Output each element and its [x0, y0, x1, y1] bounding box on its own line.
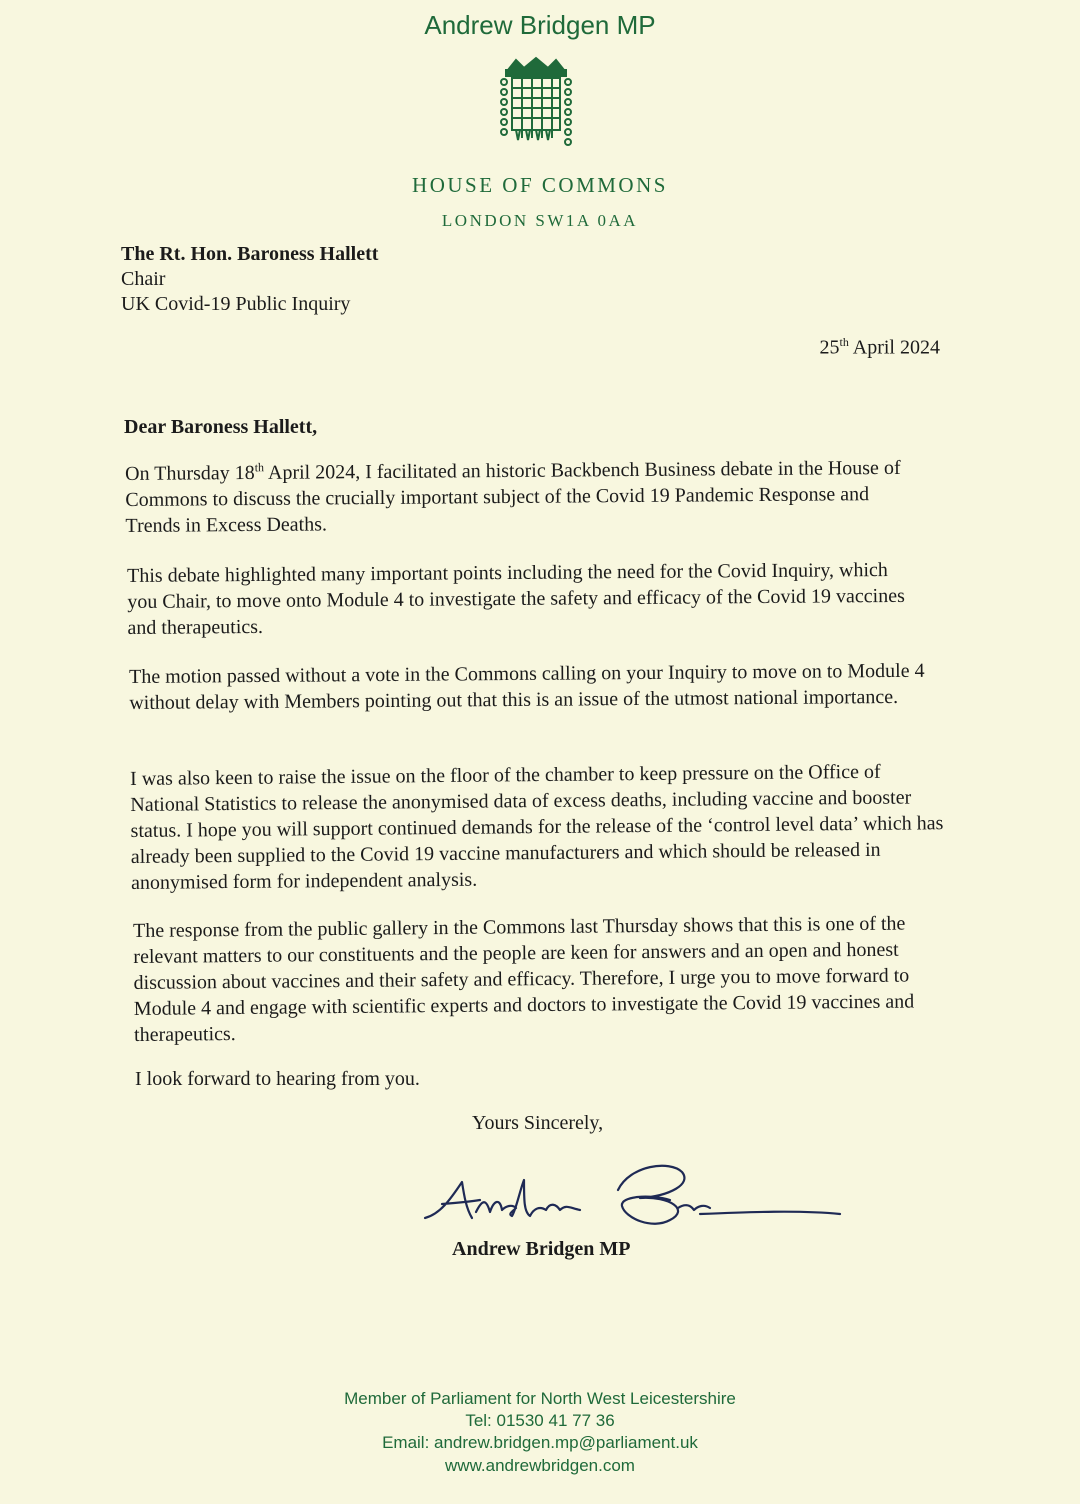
footer-website: www.andrewbridgen.com [445, 1456, 635, 1475]
closing: Yours Sincerely, [472, 1112, 604, 1134]
addressee-block [121, 242, 378, 317]
paragraph-1-end: April 2024, I facilitated an historic Backbench Business debate in the House of Commons to discuss the crucially important subject of the Covid 19 Pandemic Response and Trends in Excess Deaths. [125, 456, 901, 537]
addressee-name: The Rt. Hon. Baroness Hallett [121, 243, 379, 265]
footer-telephone: Tel: 01530 41 77 36 [465, 1411, 615, 1430]
paragraph-3: The motion passed without a vote in the Commons calling on your Inquiry to move on to Module 4 without delay with Members pointing out that this is an issue of the utmost national importance. [129, 659, 925, 714]
letter-date [820, 335, 940, 360]
footer-email: Email: andrew.bridgen.mp@parliament.uk [382, 1433, 698, 1452]
paragraph-6: I look forward to hearing from you. [135, 1068, 420, 1090]
paragraph-5: The response from the public gallery in the Commons last Thursday shows that this is one of the relevant matters to our constituents and the people are keen for answers and an open and honest discussion about vaccines and their safety and efficacy. Therefore, I urge you to move forward to Module 4 and engage with scientific experts and doctors to investigate the Covid 19 vaccines and therapeutics. [133, 912, 915, 1046]
handwritten-signature [420, 1160, 850, 1240]
paragraph-1-start: On Thursday 18 [125, 461, 255, 485]
letterhead-address: LONDON SW1A 0AA [441, 211, 639, 230]
paragraph-1-ordinal: th [254, 460, 265, 475]
addressee-organisation: UK Covid-19 Public Inquiry [121, 293, 351, 315]
paragraph-1 [125, 455, 916, 539]
date-month-year: April 2024 [848, 336, 940, 359]
letterhead-mp-name: Andrew Bridgen MP [424, 10, 656, 40]
date-day: 25 [819, 336, 840, 359]
addressee-role: Chair [121, 268, 166, 290]
signatory-name: Andrew Bridgen MP [452, 1238, 631, 1260]
date-suffix: th [839, 335, 849, 349]
letterhead-institution: HOUSE OF COMMONS [412, 173, 668, 197]
paragraph-4: I was also keen to raise the issue on the floor of the chamber to keep pressure on the Office of National Statistics to release the anonymised data of excess deaths, including vaccine and booster status. I hope you will support continued demands for the release of the ‘control level data’ which has already been supplied to the Covid 19 vaccine manufacturers and which should be released in anonymised form for independent analysis. [130, 760, 944, 894]
footer-constituency: Member of Parliament for North West Leicestershire [344, 1389, 736, 1408]
portcullis-icon [496, 56, 576, 148]
paragraph-2: This debate highlighted many important points including the need for the Covid Inquiry, which you Chair, to move onto Module 4 to investigate the safety and efficacy of the Covid 19 vaccines and therapeutics. [127, 559, 905, 639]
salutation: Dear Baroness Hallett, [124, 416, 318, 438]
